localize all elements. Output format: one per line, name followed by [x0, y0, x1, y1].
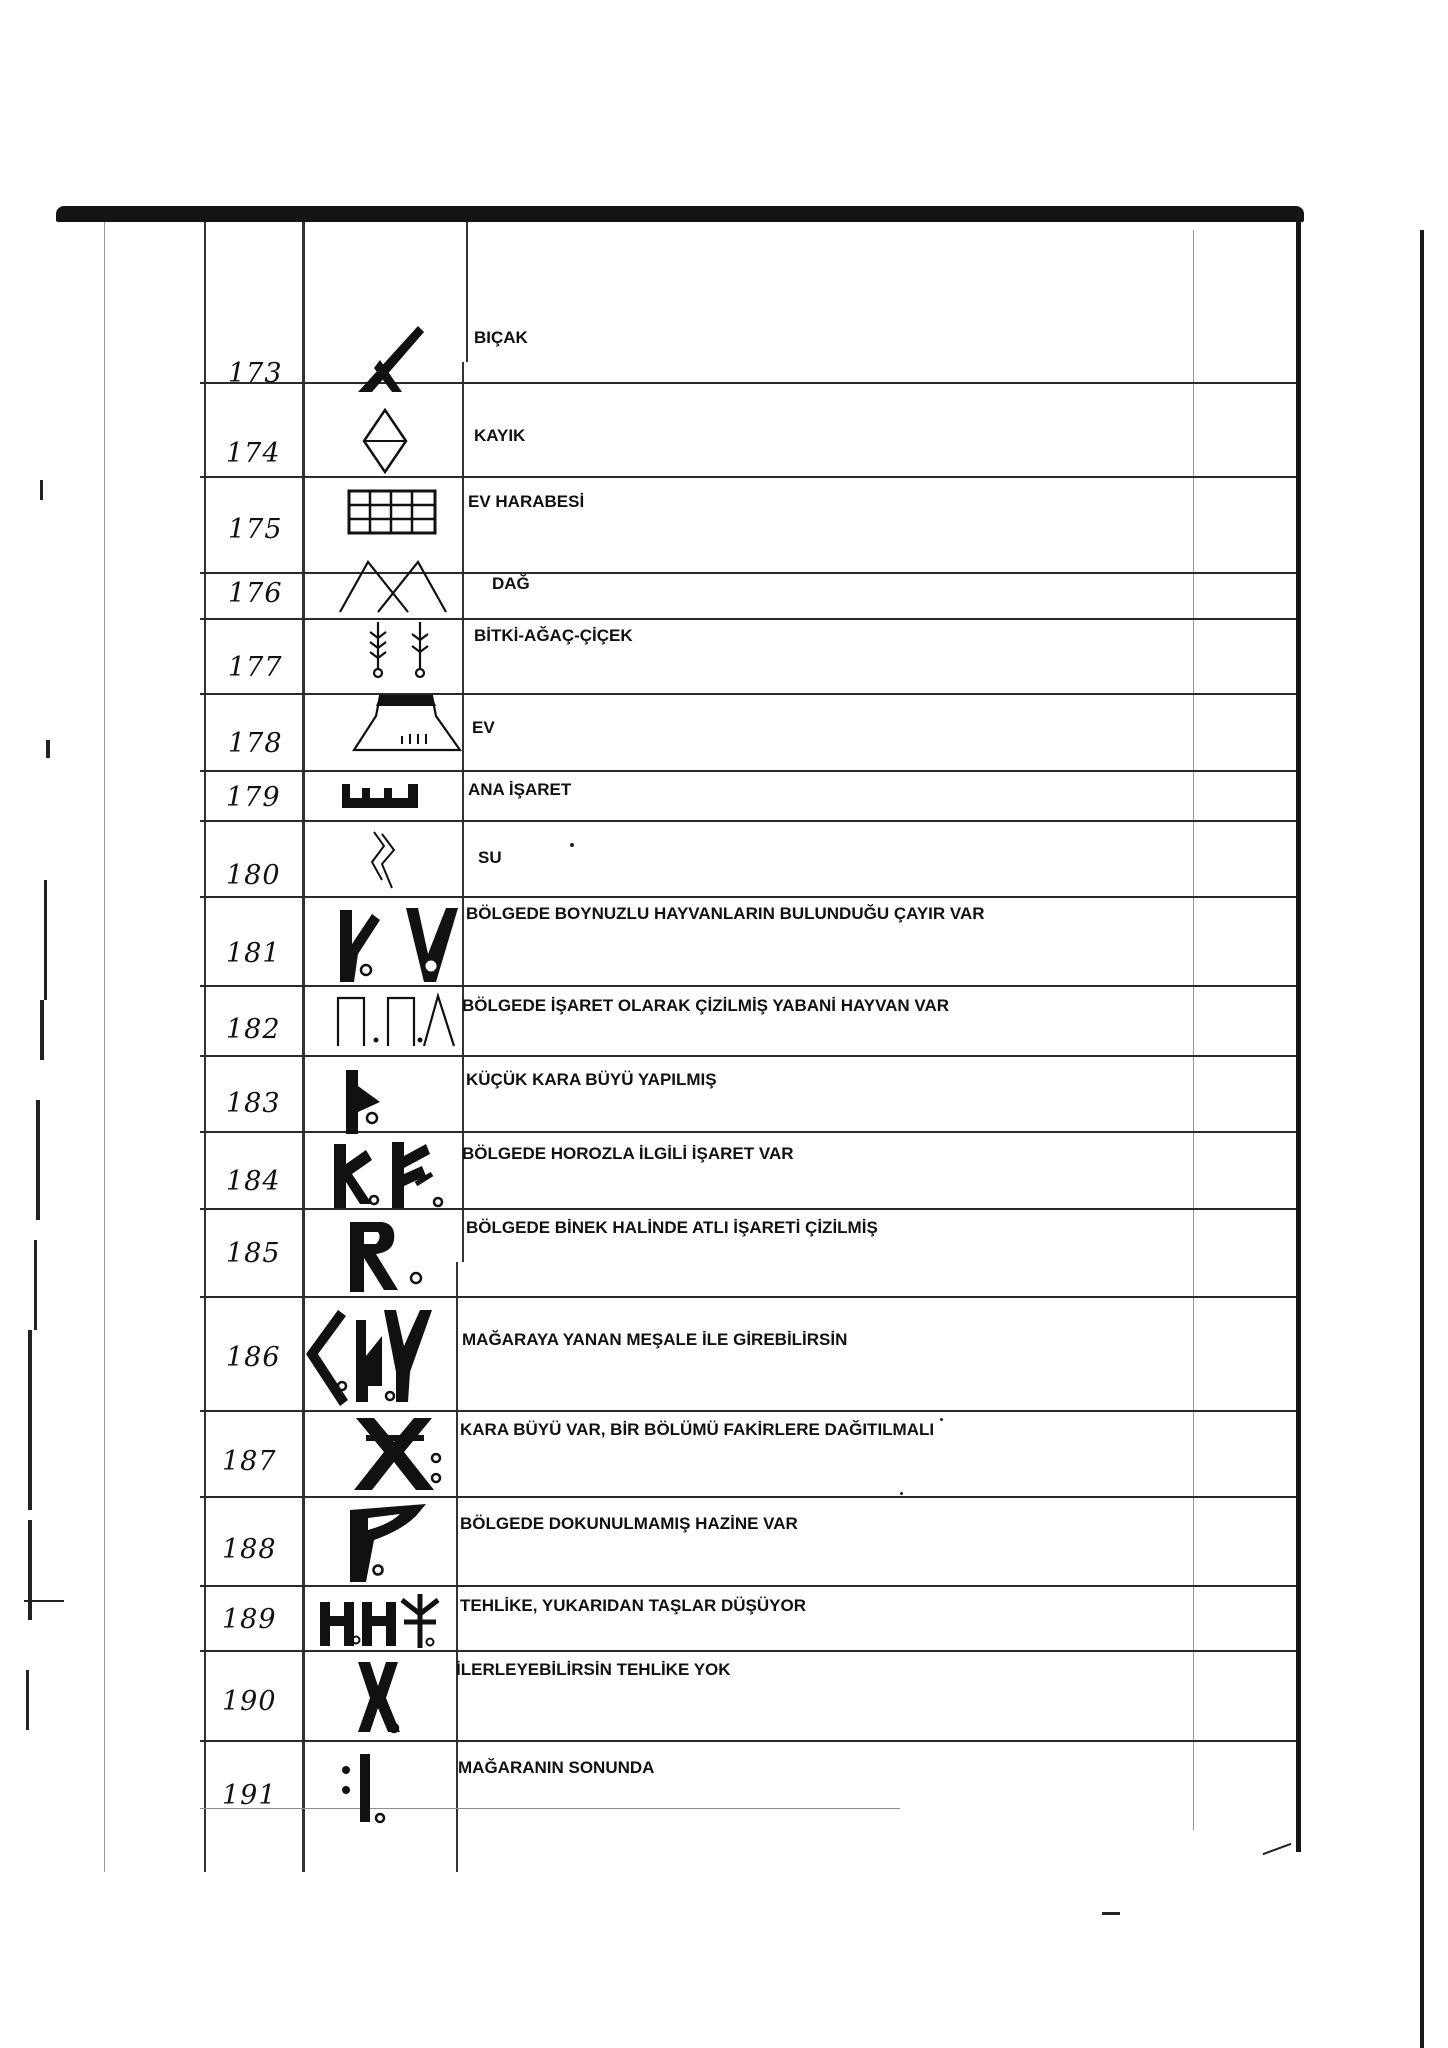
column-rule-4c	[456, 1262, 458, 1872]
scan-mark	[36, 1100, 40, 1220]
row-number: 175	[228, 514, 283, 545]
row-separator	[200, 896, 1296, 898]
row-label: DAĞ	[492, 574, 530, 593]
house-icon	[352, 692, 462, 756]
row-separator	[200, 1296, 1296, 1298]
row-separator	[200, 476, 1296, 478]
row-separator	[200, 1808, 900, 1809]
scan-mark	[40, 1000, 44, 1060]
row-number: 189	[222, 1604, 277, 1635]
row-number: 178	[228, 728, 283, 759]
row-separator	[200, 1055, 1296, 1057]
main-sign-icon	[340, 780, 422, 810]
horned-animals-meadow-icon	[334, 904, 464, 984]
row-separator	[200, 820, 1296, 822]
row-label: MAĞARAYA YANAN MEŞALE İLE GİREBİLİRSİN	[462, 1330, 848, 1349]
scan-mark	[40, 480, 43, 500]
row-number: 176	[228, 578, 283, 609]
row-separator	[200, 1496, 1296, 1498]
scan-dot	[900, 1492, 903, 1495]
row-label: BÖLGEDE BOYNUZLU HAYVANLARIN BULUNDUĞU ÇAYIR VAR	[466, 904, 985, 923]
row-number: 180	[226, 860, 281, 891]
column-rule-2	[204, 222, 206, 1872]
table-right-border	[1296, 212, 1301, 1852]
falling-rocks-danger-icon	[316, 1592, 442, 1650]
column-rule-4b	[462, 362, 464, 1262]
row-number: 182	[226, 1014, 281, 1045]
row-number: 187	[222, 1446, 277, 1477]
row-number: 183	[226, 1088, 281, 1119]
row-label: KÜÇÜK KARA BÜYÜ YAPILMIŞ	[466, 1070, 717, 1089]
column-rule-4a	[466, 222, 468, 362]
scan-mark	[34, 1240, 37, 1330]
row-separator	[200, 1650, 1296, 1652]
scan-mark	[44, 880, 47, 1000]
knife-rune-icon	[350, 322, 430, 394]
table-top-border	[56, 206, 1304, 222]
row-separator	[200, 1410, 1296, 1412]
column-rule-3	[302, 222, 305, 1872]
row-number: 177	[228, 652, 283, 683]
end-of-cave-icon	[336, 1750, 396, 1824]
row-label: TEHLİKE, YUKARIDAN TAŞLAR DÜŞÜYOR	[460, 1596, 806, 1615]
row-label: BIÇAK	[474, 328, 528, 347]
rooster-sign-icon	[328, 1138, 458, 1210]
boat-diamond-icon	[360, 408, 410, 474]
row-label: ANA İŞARET	[468, 780, 572, 799]
row-separator	[200, 1585, 1296, 1587]
scan-mark	[26, 1670, 29, 1730]
black-magic-share-icon	[352, 1414, 444, 1494]
torch-cave-entry-icon	[304, 1306, 434, 1410]
wild-animal-sign-icon	[334, 992, 456, 1048]
row-label: EV	[472, 718, 495, 737]
row-label: BÖLGEDE DOKUNULMAMIŞ HAZİNE VAR	[460, 1514, 798, 1533]
row-number: 179	[226, 782, 281, 813]
scan-dot	[940, 1418, 943, 1421]
row-label: SU	[478, 848, 502, 867]
house-ruin-grid-icon	[346, 488, 438, 536]
column-rule-5	[1193, 230, 1194, 1830]
row-label: BÖLGEDE HOROZLA İLGİLİ İŞARET VAR	[462, 1144, 794, 1163]
row-separator	[200, 1740, 1296, 1742]
scan-mark	[28, 1330, 32, 1510]
plant-tree-flower-icon	[364, 620, 436, 680]
row-label: BÖLGEDE İŞARET OLARAK ÇİZİLMİŞ YABANİ HAYVAN VAR	[462, 996, 950, 1015]
row-separator	[200, 770, 1296, 772]
scan-mark	[1102, 1912, 1120, 1915]
scan-mark	[28, 1520, 32, 1620]
rider-sign-icon	[344, 1218, 434, 1294]
row-label: BÖLGEDE BİNEK HALİNDE ATLI İŞARETİ ÇİZİLMİŞ	[466, 1218, 878, 1237]
page-edge-shadow	[1420, 230, 1424, 2048]
row-label: KARA BÜYÜ VAR, BİR BÖLÜMÜ FAKİRLERE DAĞITILMALI	[460, 1420, 935, 1439]
row-separator	[200, 985, 1296, 987]
water-icon	[368, 830, 398, 892]
row-label: İLERLEYEBİLİRSİN TEHLİKE YOK	[456, 1660, 731, 1679]
row-label: KAYIK	[474, 426, 526, 445]
scan-mark	[1263, 1843, 1292, 1855]
column-rule-1	[104, 222, 105, 1872]
scan-dot	[570, 843, 574, 847]
untouched-treasure-icon	[340, 1500, 430, 1584]
row-number: 188	[222, 1534, 277, 1565]
scan-mark	[24, 1600, 64, 1602]
row-number: 173	[228, 358, 283, 389]
row-number: 190	[222, 1686, 277, 1717]
scan-mark	[46, 740, 50, 758]
row-label: BİTKİ-AĞAÇ-ÇİÇEK	[474, 626, 633, 645]
row-label: MAĞARANIN SONUNDA	[458, 1758, 655, 1777]
row-number: 185	[226, 1238, 281, 1269]
mountain-icon	[338, 556, 448, 614]
row-number: 181	[226, 938, 281, 969]
small-black-magic-icon	[338, 1066, 398, 1136]
row-label: EV HARABESİ	[468, 492, 585, 511]
row-number: 184	[226, 1166, 281, 1197]
row-number: 191	[222, 1780, 277, 1811]
safe-to-proceed-icon	[352, 1658, 408, 1738]
row-number: 174	[226, 438, 281, 469]
row-number: 186	[226, 1342, 281, 1373]
